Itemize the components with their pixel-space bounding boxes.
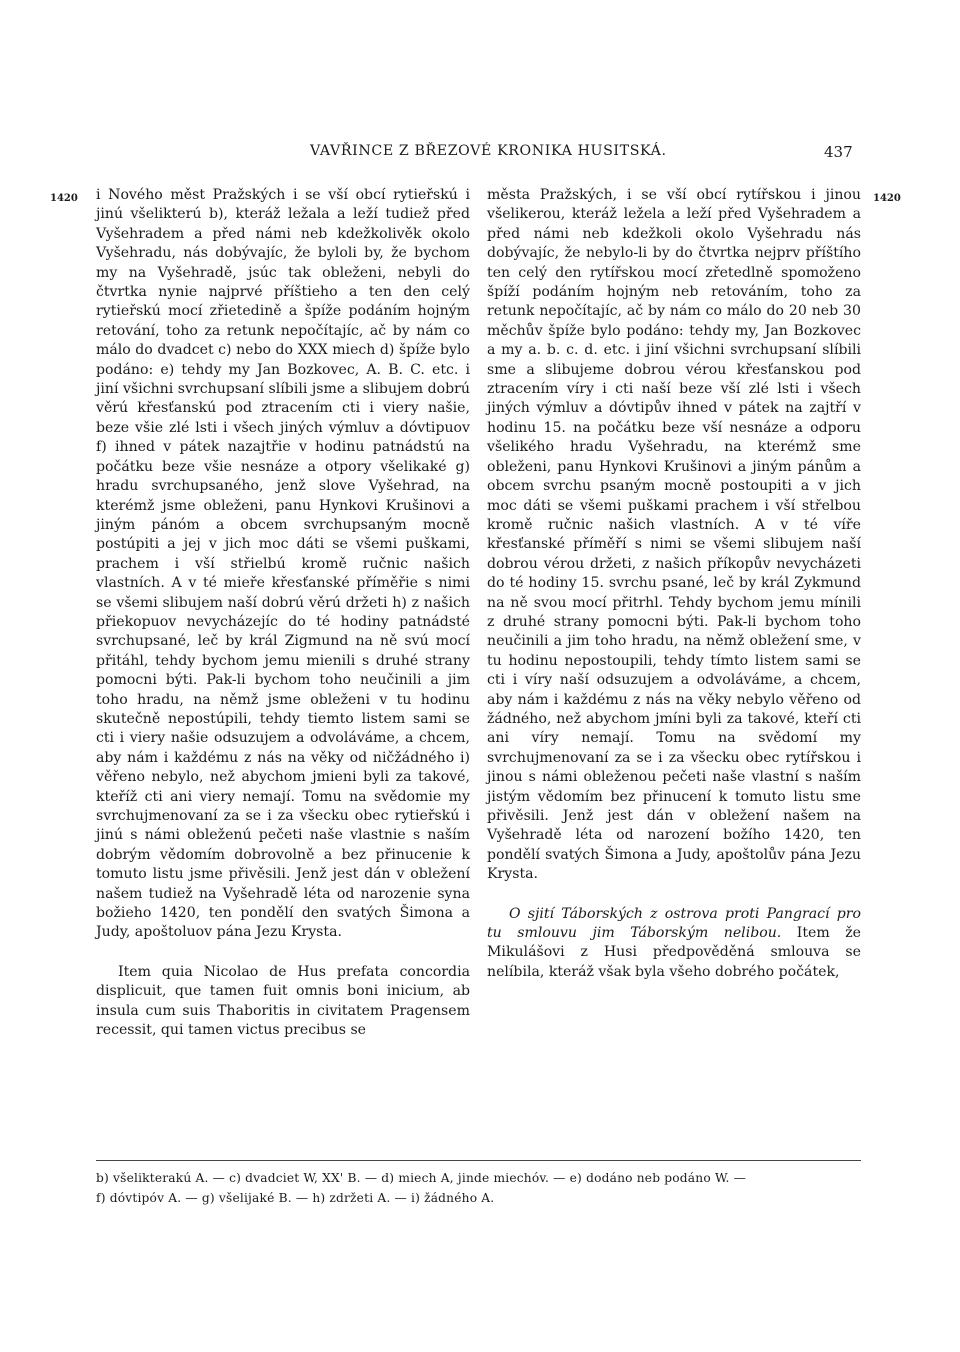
- left-paragraph-2: Item quia Nicolao de Hus prefata concordia displicuit, que tamen fuit omnis boni inicium, ab insula cum suis Thaboritis in civitatem Pragensem recessit, qui tamen victus precibus se: [96, 963, 470, 1039]
- page-header: [0, 143, 960, 167]
- left-paragraph-1: i Nového měst Pražských i se vší obcí rytieřskú i jinú všelikterú b), kteráž ležala a leží tudiež před Vyšehradem a před námi neb kdežkolivěk okolo Vyšehradu, nás dobývajíc, že byloli by, že bychom my na Vyšehradě, jsúc tak obleženi, nebyli do čtvrtka nynie najprvé příštieho a ten den celý rytieřskú mocí zřietedině a špíže podáním hojným retování, toho za retunk nepočítajíc, ač by nám co málo do dvadcet c) nebo do XXX miech d) špíže bylo podáno: e) tehdy my Jan Bozkovec, A. B. C. etc. i jiní všichni svrchupsaní slíbili jsme a slibujem dobrú věrú křesťanskú pod ztracením cti i viery našie, beze všie zlé lsti i všech jiných výmluv a dóvtipuov f) ihned v pátek nazajtřie v hodinu patnádstú na počátku beze všie nesnáze a otpory všelikaké g) hradu svrchupsaného, jenž slove Vyšehrad, na kterémž jsme obleženi, panu Hynkovi Krušinovi a jiným pánóm a obcem svrchupsaným mocně postúpiti a jej v jich moc dáti se všemi puškami, prachem i vší střielbú kromě ručnic našich vlastních. A v té mieře křesťanské příměřie s nimi se všemi slibujem naší dobrú věrú držeti h) z našich přiekopuov nevycházejíc do té hodiny patnádsté svrchupsané, leč by král Zigmund na ně svú mocí přitáhl, tehdy bychom jemu mienili s druhé strany pomocni býti. Pak-li bychom toho neučinili a jim toho hradu, na němž jsme obleženi v tu hodinu skutečně nepostúpili, tehdy tiemto listem sami se cti i viery našie odsuzujem a odvoláváme, a chcem, aby nám i každému z nás na věky od ničžádného i) věřeno nebylo, než abychom jmieni byli za takové, kteříž cti ani viery nemají. Tomu na svědomie my svrchujmenovaní za se i za všecku obec rytieřskú i jinú s námi obleženú pečeti naše vlastnie s naším dobrým vědomím dobrovolně a bez přinucenie k tomuto listu jsme přivěsili. Jenž jest dán v obležení našem tudiež na Vyšehradě léta od narozenie syna božieho 1420, ten pondělí den svatých Šimona a Judy, apoštoluov pána Jezu Krysta.: [96, 187, 470, 941]
- running-title: VAVŘINCE Z BŘEZOVÉ KRONIKA HUSITSKÁ.: [310, 143, 667, 159]
- footnote-divider: [96, 1160, 861, 1161]
- section-title: O sjití Táborských z ostrova proti Pangrací pro tu smlouvu jim Táborským nelibou.: [487, 905, 861, 942]
- margin-year-left: 1420: [50, 193, 78, 204]
- section-text: Item že Mikulášovi z Husi předpověděná smlouva se nelíbila, kteráž však byla všeho dobrého počátek,: [487, 925, 861, 980]
- left-column: [96, 186, 470, 1040]
- footnote-line-1: b) všelikterakú A. — c) dvadciet W, XX' B. — d) miech A, jinde miechóv. — e) dodáno neb podáno W. —: [96, 1171, 747, 1185]
- right-column: [487, 186, 861, 982]
- right-paragraph-1: města Pražských, i se vší obcí rytířskou i jinou všelikerou, kteráž ležela a leží před Vyšehradem a před námi neb kdežkoli okolo Vyšehradu nás dobývajíc, že nebylo-li by do čtvrtka nejprv příštího ten celý den rytířskou mocí zřetedlně spomoženo špíží podáním hojným neb retováním, toho za retunk nepočítajíc, ač by nám co málo do 20 neb 30 měchův špíže bylo podáno: tehdy my, Jan Bozkovec a my a. b. c. d. etc. i jiní všichni svrchupsaní slíbili sme a slibujeme dobrou vérou křesťanskou pod ztracením víry i cti naší beze vší zlé lsti i všech jiných výmluv a dóvtipův ihned v pátek na zajtří v hodinu 15. na počátku beze vší nesnáze a odporu všelikého hradu Vyšehradu, na kterémž sme obleženi, panu Hynkovi Krušinovi a jiným pánům a obcem svrchu psaným mocně postoupiti a v jich moc dáti se všemi puškami prachem i vší střelbou kromě ručnic našich vlastních. A v té víře křesťanské příměří s nimi se všemi slibujem naší dobrou vérou držeti, z našich příkopův nevycházeti do té hodiny 15. svrchu psané, leč by král Zykmund na ně svou mocí přitrhl. Tehdy bychom jemu mínili z druhé strany pomocni býti. Pak-li bychom toho neučinili a jim toho hradu, na němž obležení sme, v tu hodinu nepostoupili, tehdy tímto listem sami se cti i víry naší odsuzujem a odvoláváme, a chcem, aby nám i každému z nás na věky nebylo věřeno od žádného, než abychom jmíni byli za takové, kteří cti ani víry nemají. Tomu na svědomí my svrchujmenovaní za se i za všecku obec rytířskou i jinou s námi obleženou pečeti naše vlastní s naším jistým vědomím bez přinucení k tomuto listu sme přivěsili. Jenž jest dán v obležení našem na Vyšehradě léta od narození božího 1420, ten pondělí svatých Šimona a Judy, apoštolův pána Jezu Krysta.: [487, 187, 861, 883]
- page-number: 437: [824, 143, 853, 161]
- right-section: [487, 905, 861, 983]
- footnotes: [96, 1168, 861, 1208]
- margin-year-right: 1420: [873, 193, 901, 204]
- footnote-line-2: f) dóvtipóv A. — g) všelijaké B. — h) zdržeti A. — i) žádného A.: [96, 1191, 495, 1205]
